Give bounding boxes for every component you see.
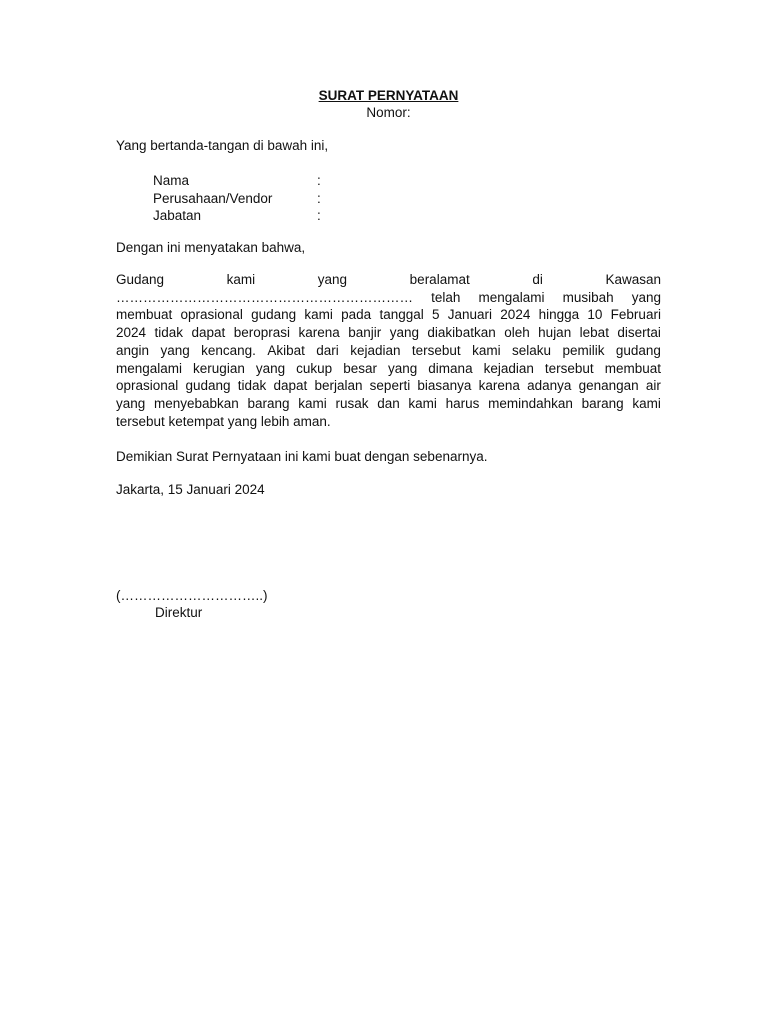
body-line xyxy=(116,289,661,307)
body-word: Januari xyxy=(447,307,493,323)
body-word: 2024 xyxy=(500,307,531,323)
body-word: ………………………………………………………… xyxy=(116,289,413,305)
body-word: 5 xyxy=(432,307,440,323)
body-word: disertai xyxy=(617,325,661,341)
body-word: membuat xyxy=(604,360,661,376)
body-word: kami xyxy=(472,342,501,358)
body-word: pemilik xyxy=(562,342,605,358)
body-word: tidak xyxy=(154,325,184,341)
body-word: yang xyxy=(389,325,419,341)
body-word: dapat xyxy=(191,325,226,341)
body-word: musibah xyxy=(562,289,614,305)
body-word: rusak xyxy=(335,395,369,411)
body-word: karena xyxy=(478,378,520,394)
body-word: kerugian xyxy=(193,360,245,376)
body-word: pada xyxy=(341,307,372,323)
body-word: yang xyxy=(116,395,146,411)
letter-title: SURAT PERNYATAAN xyxy=(318,88,459,103)
body-word: air xyxy=(645,378,661,394)
field-row-perusahaan xyxy=(153,190,321,207)
letter-number: Nomor: xyxy=(366,105,411,120)
body-word: berjalan xyxy=(314,378,363,394)
body-word: Kawasan xyxy=(605,272,661,287)
body-word: kejadian xyxy=(483,360,534,376)
body-word: beroprasi xyxy=(233,325,291,341)
body-word: yang xyxy=(388,360,418,376)
body-word: tanggal xyxy=(379,307,424,323)
body-word: gudang xyxy=(615,342,661,358)
body-word: hingga xyxy=(538,307,580,323)
body-line xyxy=(116,324,661,342)
body-line xyxy=(116,342,661,360)
statement-body xyxy=(116,271,661,430)
body-word: di xyxy=(532,272,543,287)
body-line xyxy=(116,306,661,324)
body-word: dan xyxy=(377,395,400,411)
body-word: karena xyxy=(298,325,340,341)
body-word: 2024 xyxy=(116,325,147,341)
body-word: tidak xyxy=(237,378,267,394)
body-word: besar xyxy=(343,360,377,376)
field-separator: : xyxy=(317,208,321,223)
declaration-line: Dengan ini menyatakan bahwa, xyxy=(116,240,306,255)
field-separator: : xyxy=(317,173,321,188)
opening-line: Yang bertanda-tangan di bawah ini, xyxy=(116,138,329,153)
field-label: Nama xyxy=(153,173,190,188)
body-word: dapat xyxy=(273,378,308,394)
body-word: dari xyxy=(316,342,339,358)
signature-line: (…………………………..) xyxy=(116,588,268,603)
body-word: barang xyxy=(247,395,290,411)
letter-page xyxy=(116,0,661,1024)
body-word: oprasional xyxy=(116,378,179,394)
body-word: banjir xyxy=(348,325,382,341)
signatory-title: Direktur xyxy=(155,605,203,620)
body-word: kami xyxy=(298,395,327,411)
body-word: tersebut xyxy=(411,342,461,358)
place-date: Jakarta, 15 Januari 2024 xyxy=(116,482,265,497)
body-word: kami xyxy=(304,307,333,323)
body-word: seperti xyxy=(369,378,411,394)
body-word: adanya xyxy=(527,378,572,394)
body-word: yang xyxy=(255,360,286,376)
body-word: harus xyxy=(445,395,480,411)
body-word: barang xyxy=(581,395,624,411)
body-word: gudang xyxy=(251,307,297,323)
body-word: mengalami xyxy=(478,289,545,305)
field-label: Jabatan xyxy=(153,208,202,223)
body-word: angin xyxy=(116,342,150,358)
body-word: diakibatkan xyxy=(427,325,496,341)
body-word: tersebut xyxy=(544,360,594,376)
body-word: kami xyxy=(632,395,661,411)
body-word: selaku xyxy=(512,342,552,358)
body-line xyxy=(116,395,661,413)
body-word: dimana xyxy=(428,360,473,376)
field-separator: : xyxy=(317,191,321,206)
body-word: yang xyxy=(631,289,661,305)
body-word: hujan xyxy=(538,325,572,341)
body-word: membuat xyxy=(116,307,173,323)
body-word: yang xyxy=(160,342,190,358)
body-word: mengalami xyxy=(116,360,183,376)
body-word: menyebabkan xyxy=(153,395,239,411)
body-word: oleh xyxy=(504,325,530,341)
field-label: Perusahaan/Vendor xyxy=(153,191,273,206)
body-word: cukup xyxy=(296,360,333,376)
body-word: Februari xyxy=(610,307,661,323)
closing-line: Demikian Surat Pernyataan ini kami buat dengan sebenarnya. xyxy=(116,449,488,464)
body-word: kencang. xyxy=(201,342,256,358)
body-word: lebat xyxy=(579,325,609,341)
body-word: Gudang xyxy=(116,272,165,287)
body-word: 10 xyxy=(587,307,603,323)
body-word: beralamat xyxy=(409,272,470,287)
body-word: gudang xyxy=(185,378,231,394)
body-word: kejadian xyxy=(350,342,401,358)
body-word: biasanya xyxy=(417,378,472,394)
body-last-line: tersebut ketempat yang lebih aman. xyxy=(116,413,331,429)
body-word: oprasional xyxy=(180,307,243,323)
body-word: genangan xyxy=(578,378,639,394)
body-word: kami xyxy=(226,272,256,287)
body-word: kami xyxy=(408,395,437,411)
body-line xyxy=(116,271,661,289)
body-word: yang xyxy=(317,272,348,287)
body-line xyxy=(116,360,661,378)
body-word: telah xyxy=(431,289,461,305)
field-row-nama xyxy=(153,172,321,189)
body-line xyxy=(116,377,661,395)
body-word: Akibat xyxy=(267,342,305,358)
field-row-jabatan xyxy=(153,207,321,224)
body-word: memindahkan xyxy=(488,395,573,411)
